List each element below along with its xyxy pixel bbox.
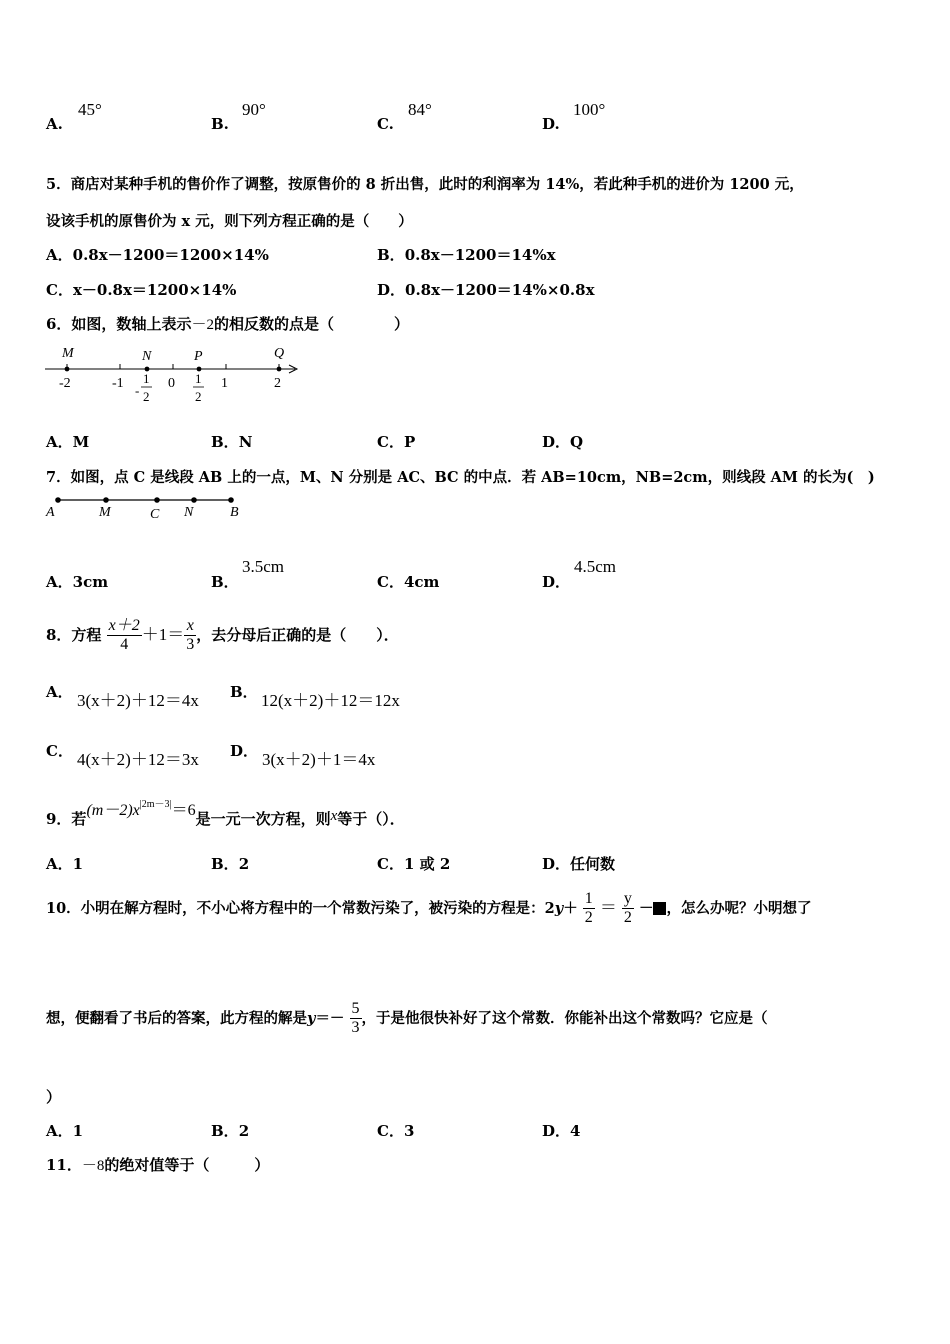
q4-option-b-label: B.: [211, 115, 229, 133]
q10-option-c: C．3: [377, 1122, 415, 1140]
q6-option-c: C．P: [377, 433, 416, 451]
q5-line-1: 5．商店对某种手机的售价作了调整，按原售价的 8 折出售，此时的利润率为 14%，若此种手机的进价为 1200 元，: [46, 176, 804, 193]
q8-option-d-value: 3(x＋2)＋1＝4x: [262, 750, 376, 769]
ink-blot-icon: [653, 902, 666, 915]
q9-option-b: B．2: [211, 855, 250, 873]
q8-option-d-label: D．: [230, 742, 259, 760]
number-line-figure: [40, 340, 310, 408]
point-m-dot: [65, 367, 70, 372]
q8-fraction-2: $\frac{x}{3}$: [186, 617, 195, 654]
segment-point-a: A: [46, 505, 55, 520]
q7-option-a: A．3cm: [46, 573, 109, 591]
tick-label-1: 1: [221, 376, 228, 391]
q8-option-a-value: 3(x＋2)＋12＝4x: [77, 691, 199, 710]
q9-variable: x: [330, 808, 338, 824]
segment-point-m: M: [99, 505, 111, 520]
tick-label-0: 0: [168, 376, 175, 391]
q6-option-a: A．M: [46, 433, 90, 451]
q7-option-b-label: B．: [211, 573, 239, 591]
q4-option-a-value: 45°: [78, 100, 102, 119]
q10-option-b: B．2: [211, 1122, 250, 1140]
q5-option-a: A．0.8x－1200＝1200×14%: [46, 246, 269, 264]
q8-fraction-1: $\frac{x+2}{4}$: [108, 617, 140, 654]
q10-line-3: ）: [46, 1088, 62, 1106]
tick-label-neg1: -1: [112, 376, 124, 391]
q7-option-c: C．4cm: [377, 573, 440, 591]
point-q-dot: [277, 367, 282, 372]
q5-line-2: 设该手机的原售价为 x 元，则下列方程正确的是（ ）: [46, 213, 413, 230]
q9-stem: 9．若$(m-2)x^{|2m-3|}=6$是一元一次方程，则x等于（）．: [46, 799, 405, 828]
q4-option-d-value: 100°: [573, 100, 606, 119]
q8-stem: 8．方程 $\frac{x+2}{4}$ ＋1＝ $\frac{x}{3}$ ，去分母后正确的是（ ）．: [46, 617, 399, 654]
q4-option-b-value: 90°: [242, 100, 266, 119]
q4-option-c-value: 84°: [408, 100, 432, 119]
q9-expression-exponent: |2m－3|: [139, 799, 172, 810]
q9-option-a: A．1: [46, 855, 84, 873]
q8-option-b-value: 12(x＋2)＋12＝12x: [261, 691, 400, 710]
q7-option-d-value: 4.5cm: [574, 557, 617, 576]
q6-number: －2: [191, 317, 214, 333]
point-n-label: N: [142, 349, 152, 364]
q5-option-b: B．0.8x－1200＝14%x: [377, 246, 556, 264]
segment-figure: [40, 490, 250, 524]
point-m-label: M: [62, 346, 74, 361]
q10-option-d: D．4: [542, 1122, 581, 1140]
tick-label-half-num: 1: [195, 371, 202, 386]
point-p-label: P: [194, 349, 203, 364]
q4-option-c-label: C.: [377, 115, 394, 133]
q6-option-d: D．Q: [542, 433, 584, 451]
q4-option-a-label: A.: [46, 115, 63, 133]
q6-option-b: B．N: [211, 433, 253, 451]
tick-label-neg-half-sign: -: [135, 383, 140, 398]
tick-label-neg2: -2: [59, 376, 71, 391]
q11-number: －8: [81, 1158, 105, 1174]
q8-option-a-label: A．: [46, 683, 73, 701]
q7-option-b-value: 3.5cm: [242, 557, 285, 576]
q10-option-a: A．1: [46, 1122, 84, 1140]
q10-fraction-3: $\frac{5}{3}$: [351, 1000, 360, 1037]
point-q-label: Q: [274, 346, 285, 361]
q10-line-1: 10．小明在解方程时，不小心将方程中的一个常数污染了，被污染的方程是：2y＋ $\frac{1}{2}$ ＝ $\frac{y}{2}$ － ，怎么办呢？小明想了: [46, 890, 812, 927]
q9-option-c: C．1 或 2: [377, 855, 451, 873]
q7-option-d-label: D．: [542, 573, 571, 591]
segment-point-n: N: [184, 505, 194, 520]
segment-point-b: B: [230, 505, 239, 520]
tick-label-2: 2: [274, 376, 281, 391]
q8-option-c-label: C．: [46, 742, 73, 760]
q5-option-d: D．0.8x－1200＝14%×0.8x: [377, 281, 595, 299]
q8-option-b-label: B．: [230, 683, 258, 701]
tick-label-neg-half-den: 2: [143, 389, 150, 404]
q9-expression-base: (m－2)x: [86, 802, 140, 819]
q10-line-2: 想，便翻看了书后的答案，此方程的解是y＝－ $\frac{5}{3}$ ，于是他很快补好了这个常数．你能补出这个常数吗？它应是（: [46, 1000, 768, 1037]
tick-label-half-den: 2: [195, 389, 202, 404]
q8-option-c-value: 4(x＋2)＋12＝3x: [77, 750, 199, 769]
q10-fraction-1: $\frac{1}{2}$: [584, 890, 593, 927]
segment-point-c: C: [150, 507, 160, 522]
tick-label-neg-half-num: 1: [143, 371, 150, 386]
q7-stem: 7．如图，点 C 是线段 AB 上的一点，M、N 分别是 AC、BC 的中点．若 AB=10cm，NB=2cm，则线段 AM 的长为( ): [46, 469, 875, 486]
q5-option-c: C．x－0.8x＝1200×14%: [46, 281, 237, 299]
q9-option-d: D．任何数: [542, 855, 616, 873]
q10-fraction-2: $\frac{y}{2}$: [623, 890, 632, 927]
question-11: 11．－8的绝对值等于（ ）: [46, 1156, 270, 1174]
q6-stem: 6．如图，数轴上表示－2的相反数的点是（ ）: [46, 315, 409, 333]
q4-option-d-label: D.: [542, 115, 560, 133]
